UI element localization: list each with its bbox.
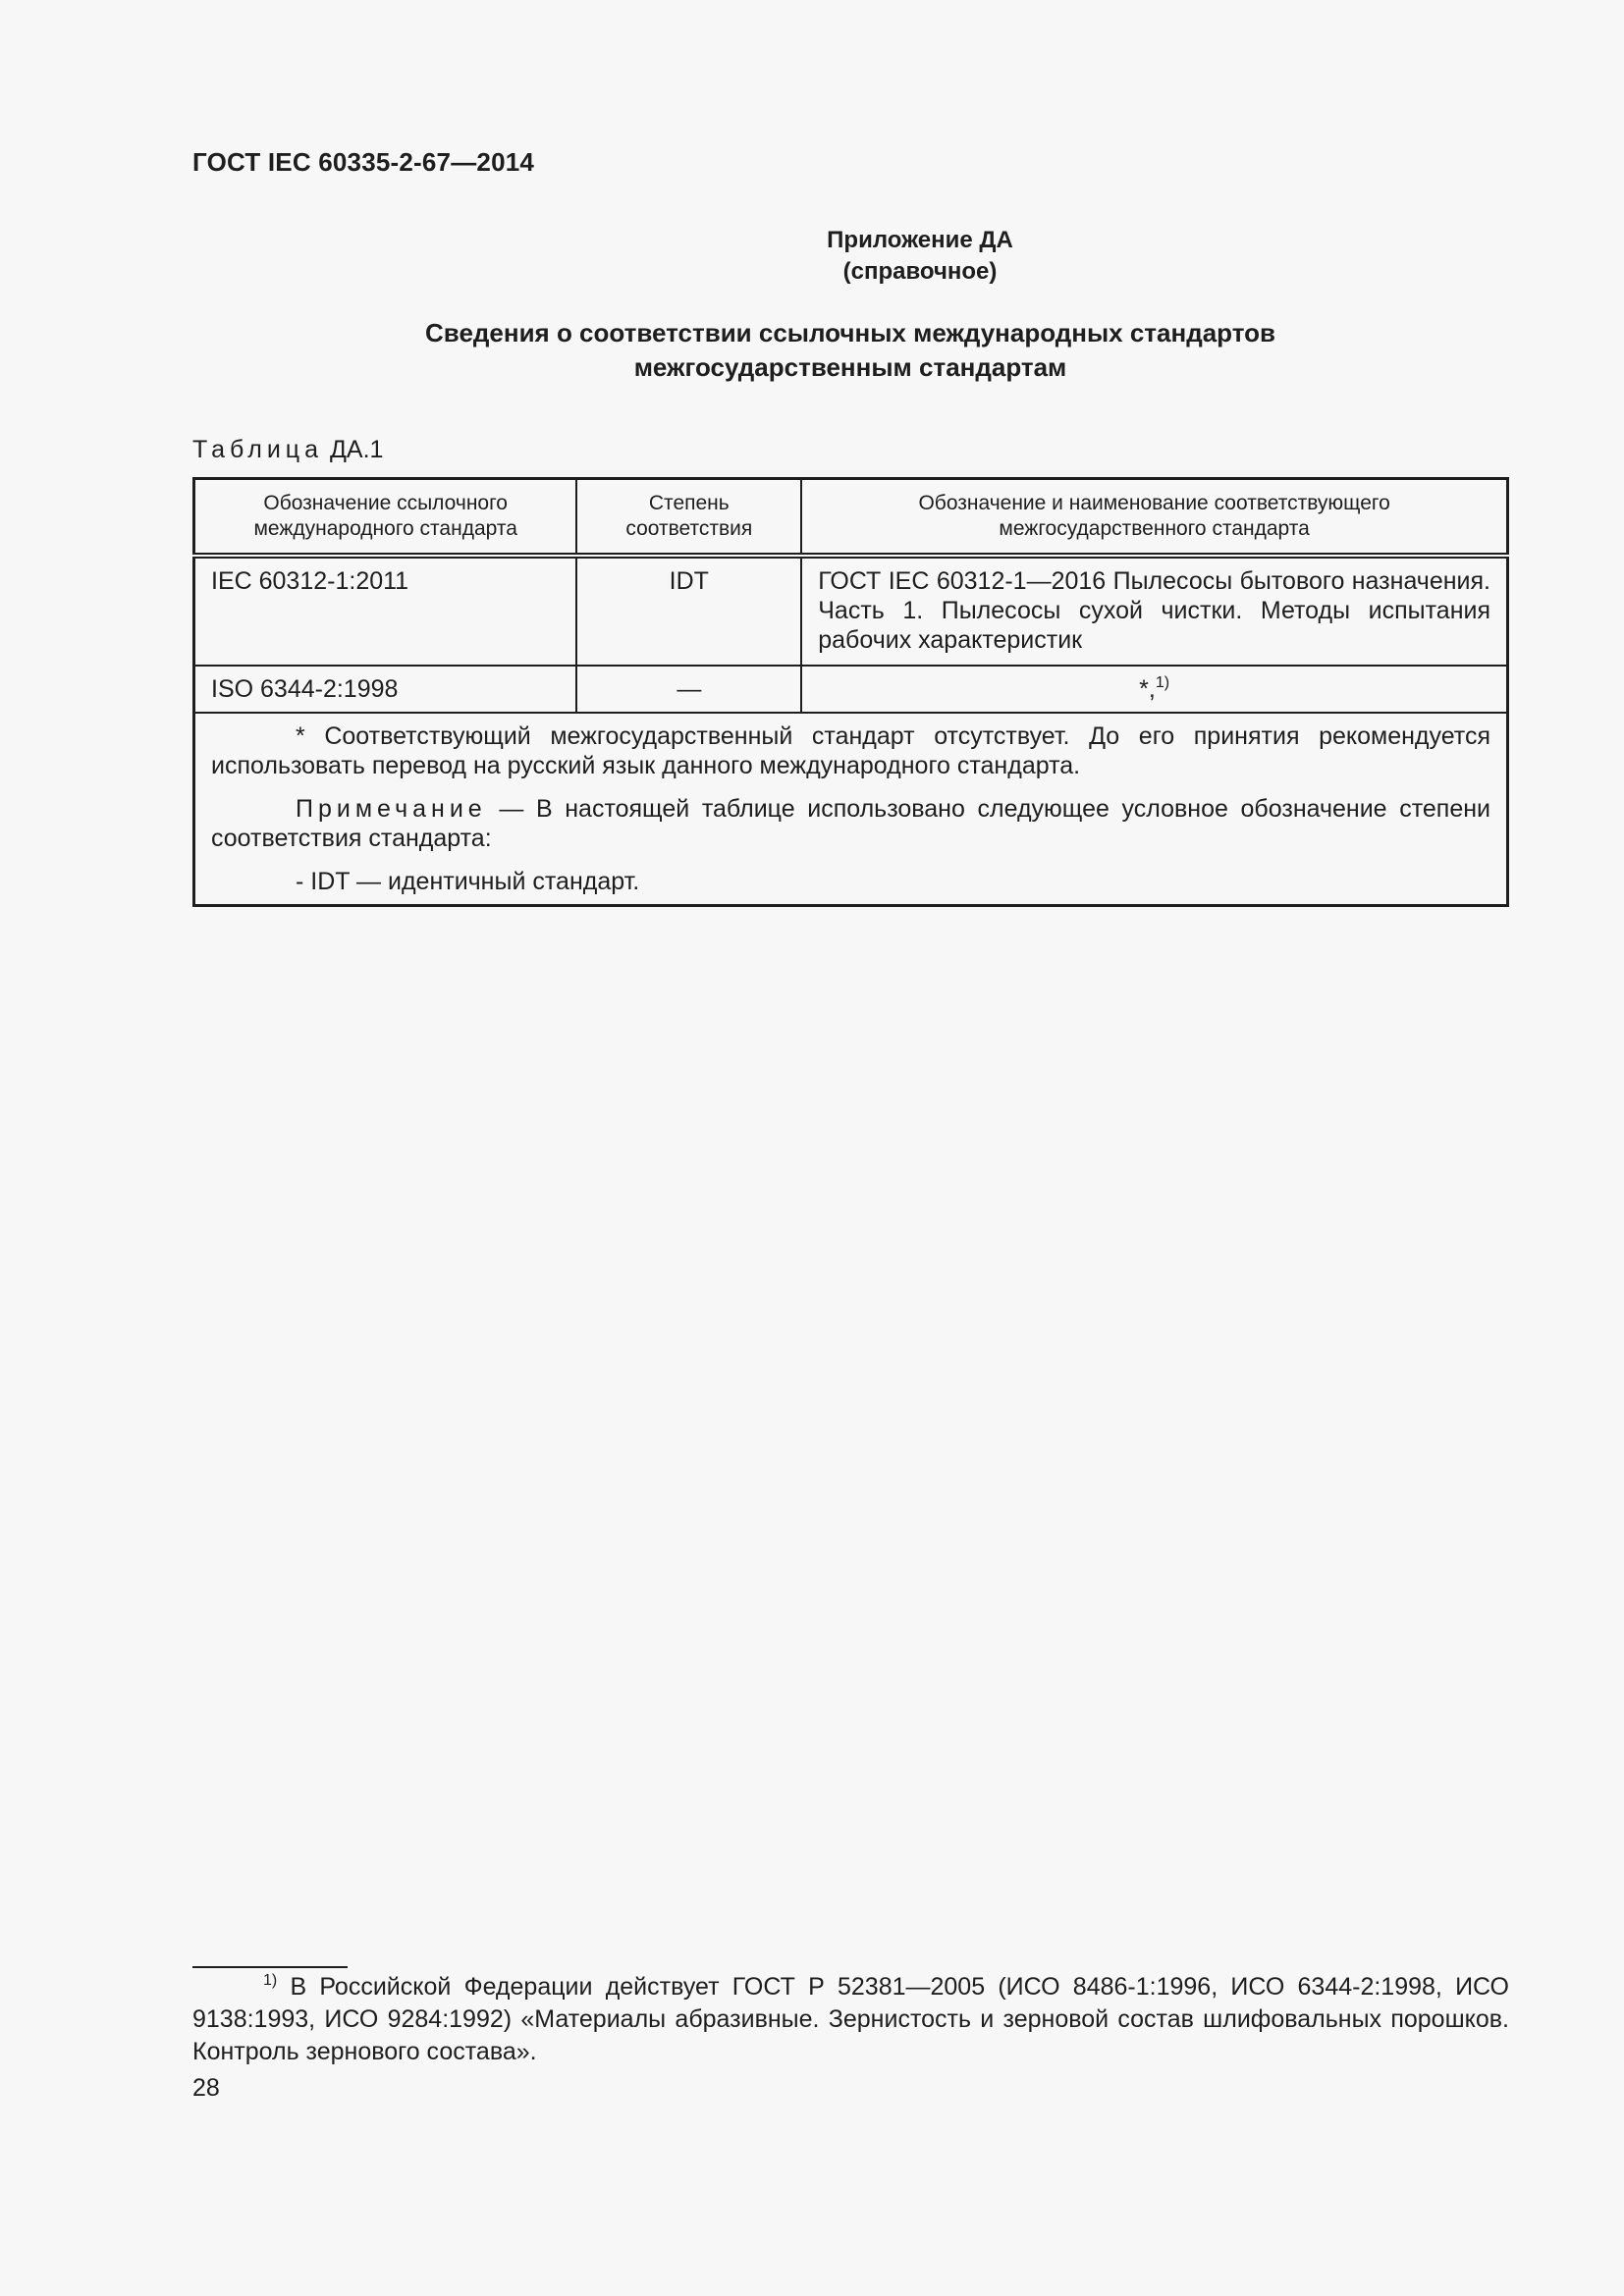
- header-interstate-standard: Обозначение и наименование соответствующего межгосударственного стандарта: [801, 479, 1507, 557]
- annex-type: (справочное): [842, 258, 998, 285]
- missing-standard-mark: *,: [1139, 675, 1156, 703]
- footnote-divider: [192, 1966, 348, 1968]
- header-intl-standard: Обозначение ссылочного международного стандарта: [194, 479, 577, 557]
- document-code: ГОСТ IEC 60335-2-67—2014: [192, 147, 535, 177]
- star-note: * Соответствующий межгосударственный стандарт отсутствует. До его принятия рекомендуется использовать перевод на русский язык данного международного стандарта.: [211, 722, 1490, 779]
- annex-title: [192, 316, 1508, 385]
- footnote-marker: 1): [263, 1972, 278, 1989]
- table-notes-row: [194, 713, 1508, 906]
- cell-intl-standard: ISO 6344-2:1998: [194, 666, 577, 713]
- footnote: [192, 1971, 1509, 2068]
- table-header-row: [194, 479, 1508, 557]
- table-notes: [194, 713, 1508, 906]
- page-number: 28: [192, 2074, 220, 2102]
- annex-title-line1: Сведения о соответствии ссылочных международных стандартов: [425, 318, 1275, 347]
- note-label: Примечание: [296, 795, 487, 823]
- note-list-item: - IDT — идентичный стандарт.: [296, 868, 640, 895]
- cell-interstate-standard: [801, 666, 1507, 713]
- footnote-ref: 1): [1155, 674, 1170, 691]
- cell-interstate-standard: ГОСТ IEC 60312-1—2016 Пылесосы бытового назначения. Часть 1. Пылесосы сухой чистки. Методы испытания рабочих характеристик: [801, 556, 1507, 666]
- table-caption: [192, 436, 383, 464]
- standards-correspondence-table: [192, 477, 1509, 907]
- table-note: [211, 794, 1490, 853]
- annex-title-line2: межгосударственным стандартам: [633, 352, 1067, 382]
- cell-degree: IDT: [576, 556, 801, 666]
- table-caption-word: Таблица: [192, 436, 324, 463]
- annex-label: Приложение ДА: [827, 227, 1013, 253]
- annex-heading: [0, 225, 1624, 288]
- table-caption-number: ДА.1: [329, 436, 384, 463]
- header-degree: Степень соответствия: [576, 479, 801, 557]
- cell-degree: —: [576, 666, 801, 713]
- footnote-text: В Российской Федерации действует ГОСТ Р 52381—2005 (ИСО 8486-1:1996, ИСО 6344-2:1998, ИСО 9138:1993, ИСО 9284:1992) «Материалы абразивные. Зернистость и зерновой состав шлифовальных порошков. Контроль зернового состава».: [192, 1973, 1509, 2065]
- note-text: — В настоящей таблице использовано следующее условное обозначение степени соответствия стандарта:: [211, 795, 1490, 852]
- cell-intl-standard: IEC 60312-1:2011: [194, 556, 577, 666]
- table-row: [194, 666, 1508, 713]
- table-row: [194, 556, 1508, 666]
